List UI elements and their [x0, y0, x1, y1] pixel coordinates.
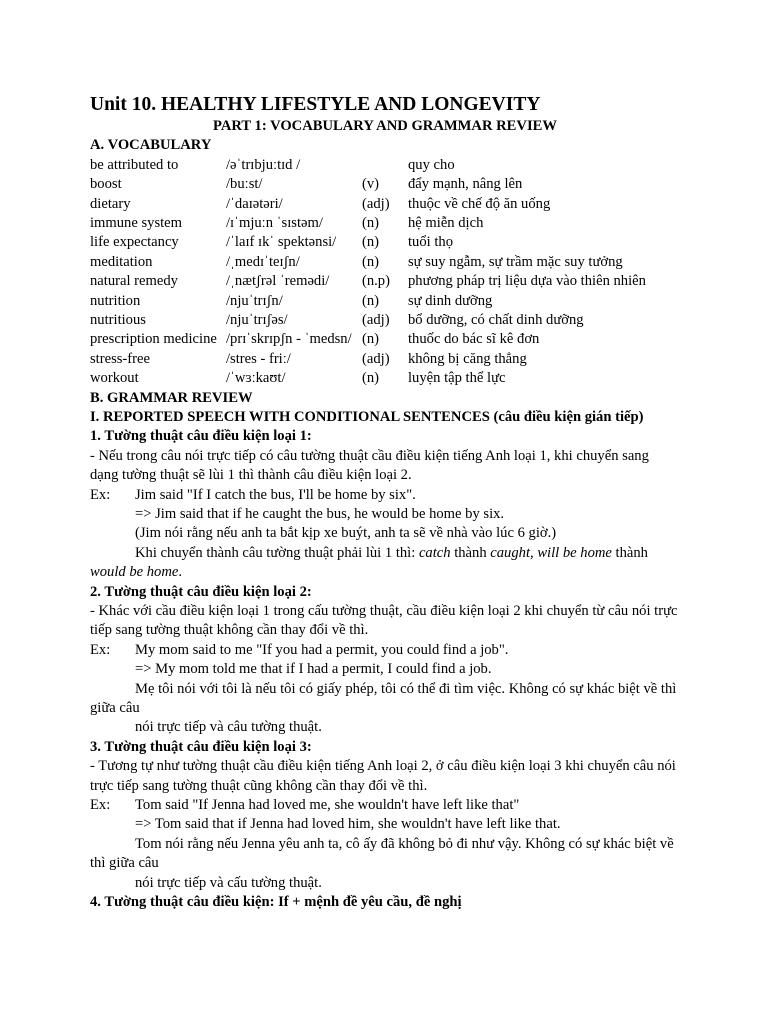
vocab-ipa: /ˌnætʃrəl ˈremədi/	[226, 273, 330, 290]
s1-note-will-be-home: will be home	[537, 544, 612, 561]
s1-ex-translation: (Jim nói rằng nếu anh ta bắt kịp xe buýt, anh ta sẽ về nhà vào lúc 6 giờ.)	[135, 525, 557, 542]
vocab-word: natural remedy	[90, 273, 178, 290]
s1-note-catch: catch	[418, 544, 451, 561]
vocab-pos: (v)	[362, 176, 380, 193]
s1-ex-direct: Jim said "If I catch the bus, I'll be home by six".	[135, 486, 416, 503]
vocab-ipa: /ˈwɜːkaʊt/	[226, 370, 286, 387]
vocab-row	[90, 292, 680, 311]
vocab-heading: A. VOCABULARY	[90, 137, 212, 154]
vocab-row	[90, 369, 680, 388]
vocab-meaning: đẩy mạnh, nâng lên	[408, 176, 523, 193]
section-heading: I. REPORTED SPEECH WITH CONDITIONAL SENTENCES (câu điều kiện gián tiếp)	[90, 408, 644, 425]
vocab-ipa: /njuˈtrɪʃəs/	[226, 311, 288, 328]
vocab-ipa: /stres - friː/	[226, 350, 291, 367]
s1-description: - Nếu trong câu nói trực tiếp có câu tường thuật cầu điều kiện tiếng Anh loại 1, khi chuyển sang dạng tường thuật sẽ lùi 1 thì thành câu điều kiện loại 2.	[90, 447, 649, 484]
vocab-row	[90, 195, 680, 214]
s1-example	[90, 486, 680, 505]
s2-description: - Khác với cầu điều kiện loại 1 trong cấu tường thuật, cầu điều kiện loại 2 khi chuyển từ câu nói trực tiếp sang tường thuật không cần thay đổi về thì.	[90, 602, 678, 639]
s4-heading: 4. Tường thuật câu điều kiện: If + mệnh đề yêu cầu, đề nghị	[90, 894, 462, 911]
s1-note-comma: ,	[530, 544, 538, 561]
vocab-ipa: /buːst/	[226, 176, 263, 193]
document-page	[90, 93, 680, 912]
s1-note-thanh-2: thành	[611, 544, 648, 561]
part-title: PART 1: VOCABULARY AND GRAMMAR REVIEW	[213, 118, 557, 134]
vocab-meaning: luyện tập thể lực	[408, 370, 506, 387]
s2-note-2: nói trực tiếp và câu tường thuật.	[135, 719, 322, 736]
vocab-word: stress-free	[90, 350, 150, 367]
vocab-pos: (adj)	[362, 311, 390, 328]
vocab-word: nutrition	[90, 292, 141, 309]
vocab-pos	[362, 156, 408, 175]
vocab-ipa: /ˌmedɪˈteɪʃn/	[226, 253, 300, 270]
vocab-ipa: /ˈlaɪf ɪkˈ spektənsi/	[226, 234, 337, 251]
s1-heading: 1. Tường thuật câu điều kiện loại 1:	[90, 428, 312, 445]
vocab-meaning: tuổi thọ	[408, 234, 453, 251]
s2-ex-label: Ex:	[90, 641, 111, 658]
s2-note-1-text: Mẹ tôi nói với tôi là nếu tôi có giấy phép, tôi có thể đi tìm việc. Không có sự khác biệt về thì giữa câu	[90, 680, 677, 716]
vocab-word: workout	[90, 370, 139, 387]
s1-note-period: .	[178, 564, 183, 581]
grammar-heading: B. GRAMMAR REVIEW	[90, 389, 253, 406]
vocab-meaning: quy cho	[408, 156, 455, 173]
s1-note-caught: caught	[490, 544, 531, 561]
vocab-row	[90, 272, 680, 291]
s2-ex-reported: => My mom told me that if I had a permit, I could find a job.	[135, 661, 492, 678]
s3-ex-direct: Tom said "If Jenna had loved me, she wouldn't have left like that"	[135, 797, 520, 814]
vocab-meaning: phương pháp trị liệu dựa vào thiên nhiên	[408, 273, 646, 290]
vocab-ipa: /əˈtrɪbjuːtɪd /	[226, 156, 301, 173]
s2-ex-direct: My mom said to me "If you had a permit, you could find a job".	[135, 641, 509, 658]
vocab-ipa: /njuˈtrɪʃn/	[226, 292, 283, 309]
vocab-word: dietary	[90, 195, 131, 212]
vocab-pos: (adj)	[362, 195, 390, 212]
vocab-word: nutritious	[90, 311, 146, 328]
s3-note-2: nói trực tiếp và cấu tường thuật.	[135, 874, 322, 891]
vocab-row	[90, 175, 680, 194]
vocab-ipa: /ˈdaɪətəri/	[226, 195, 283, 212]
vocab-pos: (n.p)	[362, 273, 390, 290]
vocab-meaning: không bị căng thẳng	[408, 350, 527, 367]
vocab-word: meditation	[90, 253, 153, 270]
vocab-word: be attributed to	[90, 156, 179, 173]
vocab-word: boost	[90, 176, 122, 193]
s1-ex-reported: => Jim said that if he caught the bus, he would be home by six.	[135, 505, 505, 522]
unit-title: Unit 10. HEALTHY LIFESTYLE AND LONGEVITY	[90, 94, 541, 115]
s1-note	[90, 544, 680, 583]
s3-ex-reported: => Tom said that if Jenna had loved him, she wouldn't have left like that.	[135, 816, 561, 833]
vocab-meaning: sự suy ngẫm, sự trầm mặc suy tưởng	[408, 253, 623, 270]
s1-note-text: Khi chuyển thành câu tường thuật phải lùi 1 thì:	[135, 544, 419, 561]
vocab-word: prescription medicine	[90, 331, 217, 348]
vocabulary-table	[90, 156, 680, 389]
vocab-pos: (n)	[362, 292, 380, 309]
vocab-meaning: thuộc về chế độ ăn uống	[408, 195, 551, 212]
s1-ex-label: Ex:	[90, 486, 111, 503]
vocab-ipa: /prɪˈskrɪpʃn - ˈmedsn/	[226, 331, 352, 348]
vocab-row	[90, 156, 680, 175]
vocab-word: life expectancy	[90, 234, 179, 251]
s3-description: - Tương tự như tường thuật cầu điều kiện tiếng Anh loại 2, ở câu điều kiện loại 3 khi chuyển câu nói trực tiếp sang tường thuật cũng không cần thay đổi về thì.	[90, 758, 676, 794]
vocab-pos: (adj)	[362, 350, 390, 367]
vocab-row	[90, 214, 680, 233]
s2-example	[90, 641, 680, 660]
vocab-row	[90, 330, 680, 349]
s3-heading: 3. Tường thuật câu điều kiện loại 3:	[90, 738, 312, 755]
vocab-pos: (n)	[362, 253, 380, 270]
vocab-meaning: sự dinh dưỡng	[408, 292, 493, 309]
s3-example	[90, 796, 680, 815]
vocab-meaning: thuốc do bác sĩ kê đơn	[408, 331, 540, 348]
vocab-pos: (n)	[362, 214, 380, 231]
vocab-word: immune system	[90, 214, 183, 231]
vocab-pos: (n)	[362, 234, 380, 251]
vocab-pos: (n)	[362, 331, 380, 348]
vocab-meaning: bổ dưỡng, có chất dinh dưỡng	[408, 311, 584, 328]
vocab-ipa: /ɪˈmjuːn ˈsɪstəm/	[226, 214, 323, 231]
vocab-pos: (n)	[362, 370, 380, 387]
vocab-meaning: hệ miễn dịch	[408, 214, 484, 231]
s3-note-1-text: Tom nói rằng nếu Jenna yêu anh ta, cô ấy đã không bỏ đi như vậy. Không có sự khác biệt về thì giữa câu	[90, 835, 674, 872]
vocab-row	[90, 311, 680, 330]
s3-note-1	[90, 835, 680, 874]
s1-note-would-be-home: would be home	[90, 564, 179, 581]
vocab-row	[90, 253, 680, 272]
s1-note-thanh-1: thành	[450, 544, 491, 561]
s2-heading: 2. Tường thuật câu điều kiện loại 2:	[90, 583, 312, 600]
s2-note-1	[90, 680, 680, 719]
s3-ex-label: Ex:	[90, 797, 111, 814]
vocab-row	[90, 233, 680, 252]
vocab-row	[90, 350, 680, 369]
